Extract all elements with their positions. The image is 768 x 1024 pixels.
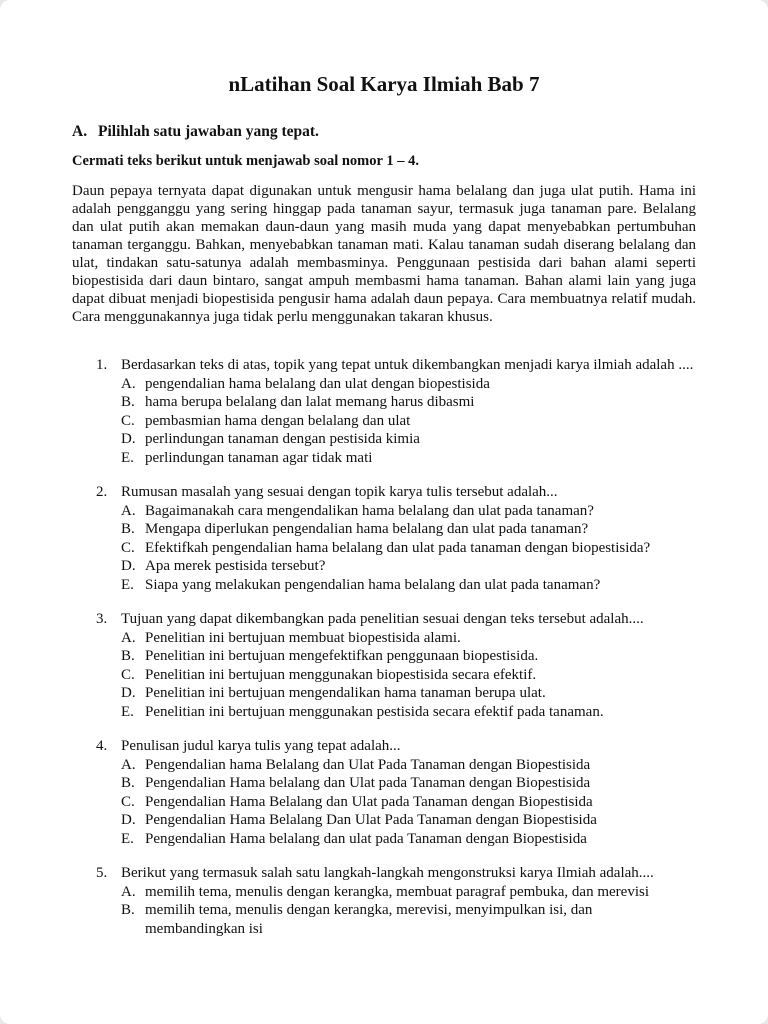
question-number: 4. [96, 738, 108, 755]
option-item [121, 901, 696, 938]
option-label: C. [121, 666, 135, 683]
options-list [121, 629, 696, 722]
option-item [121, 774, 696, 793]
option-item [121, 756, 696, 775]
option-text: Penelitian ini bertujuan mengefektifkan penggunaan biopestisida. [145, 648, 539, 665]
option-text: pembasmian hama dengan belalang dan ulat [145, 412, 411, 429]
page-title: nLatihan Soal Karya Ilmiah Bab 7 [228, 72, 540, 96]
question-text: Berikut yang termasuk salah satu langkah-langkah mengonstruksi karya Ilmiah adalah.... [121, 865, 654, 882]
option-text: memilih tema, menulis dengan kerangka, merevisi, menyimpulkan isi, dan membandingkan isi [145, 902, 593, 937]
option-item [121, 811, 696, 830]
option-label: E. [121, 830, 134, 847]
option-item [121, 449, 696, 468]
option-text: Siapa yang melakukan pengendalian hama belalang dan ulat pada tanaman? [145, 576, 601, 593]
option-text: Penelitian ini bertujuan menggunakan pestisida secara efektif pada tanaman. [145, 703, 604, 720]
option-text: pengendalian hama belalang dan ulat dengan biopestisida [145, 375, 490, 392]
option-text: hama berupa belalang dan lalat memang harus dibasmi [145, 394, 475, 411]
question-item-4 [96, 721, 696, 848]
option-label: B. [121, 648, 135, 665]
option-item [121, 883, 696, 902]
option-label: A. [121, 756, 136, 773]
option-text: Pengendalian Hama belalang dan Ulat pada Tanaman dengan Biopestisida [145, 775, 591, 792]
option-text: Penelitian ini bertujuan menggunakan biopestisida secara efektif. [145, 666, 537, 683]
option-item [121, 703, 696, 722]
option-item [121, 520, 696, 539]
option-item [121, 502, 696, 521]
option-label: E. [121, 576, 134, 593]
options-list [121, 502, 696, 595]
option-item [121, 430, 696, 449]
options-list [121, 883, 696, 939]
option-label: A. [121, 502, 136, 519]
option-label: C. [121, 539, 135, 556]
instruction-heading: Cermati teks berikut untuk menjawab soal nomor 1 – 4. [72, 153, 419, 170]
option-text: Mengapa diperlukan pengendalian hama belalang dan ulat pada tanaman? [145, 521, 589, 538]
option-text: perlindungan tanaman dengan pestisida kimia [145, 431, 420, 448]
question-item-2 [96, 467, 696, 594]
option-label: B. [121, 394, 135, 411]
option-item [121, 539, 696, 558]
question-text: Rumusan masalah yang sesuai dengan topik karya tulis tersebut adalah... [121, 484, 558, 501]
passage-paragraph: Daun pepaya ternyata dapat digunakan untuk mengusir hama belalang dan juga ulat putih. Hama ini adalah pengganggu yang sering hinggap pada tanaman sayur, termasuk juga tanaman pare. Belalang dan ulat putih akan memakan daun-daun yang masih muda yang dapat menyebabkan pertumbuhan tanaman terganggu. Bahkan, menyebabkan tanaman mati. Kalau tanaman sudah diserang belalang dan ulat, tindakan satu-satunya adalah membasminya. Penggunaan pestisida dari bahan alami seperti biopestisida dari daun bintaro, sangat ampuh membasmi hama tanaman. Bahan alami lain yang juga dapat dibuat menjadi biopestisida pengusir hama adalah daun pepaya. Cara membuatnya relatif mudah. Cara menggunakannya juga tidak perlu menggunakan takaran khusus. [72, 183, 696, 326]
option-text: Bagaimanakah cara mengendalikan hama belalang dan ulat pada tanaman? [145, 502, 594, 519]
option-item [121, 393, 696, 412]
question-item-1 [96, 340, 696, 467]
option-item [121, 666, 696, 685]
question-item-3 [96, 594, 696, 721]
option-text: Pengendalian hama Belalang dan Ulat Pada Tanaman dengan Biopestisida [145, 756, 591, 773]
option-label: C. [121, 412, 135, 429]
question-number: 3. [96, 611, 108, 628]
question-number: 5. [96, 865, 108, 882]
option-text: Pengendalian Hama belalang dan ulat pada Tanaman dengan Biopestisida [145, 830, 587, 847]
option-text: Pengendalian Hama Belalang Dan Ulat Pada Tanaman dengan Biopestisida [145, 812, 597, 829]
option-text: Penelitian ini bertujuan mengendalikan hama tanaman berupa ulat. [145, 685, 546, 702]
question-text: Tujuan yang dapat dikembangkan pada penelitian sesuai dengan teks tersebut adalah.... [121, 611, 644, 628]
option-item [121, 375, 696, 394]
section-heading [72, 123, 696, 141]
option-item [121, 647, 696, 666]
option-item [121, 830, 696, 849]
option-text: perlindungan tanaman agar tidak mati [145, 449, 373, 466]
option-label: D. [121, 558, 136, 575]
option-text: Penelitian ini bertujuan membuat biopestisida alami. [145, 629, 461, 646]
question-text: Penulisan judul karya tulis yang tepat adalah... [121, 738, 401, 755]
option-label: A. [121, 883, 136, 900]
option-label: E. [121, 703, 134, 720]
question-item-5 [96, 848, 696, 938]
option-item [121, 684, 696, 703]
option-item [121, 576, 696, 595]
option-label: B. [121, 521, 135, 538]
question-number: 2. [96, 484, 108, 501]
option-label: D. [121, 685, 136, 702]
option-item [121, 412, 696, 431]
option-item [121, 629, 696, 648]
option-item [121, 557, 696, 576]
option-label: B. [121, 902, 135, 919]
option-text: Pengendalian Hama Belalang dan Ulat pada Tanaman dengan Biopestisida [145, 793, 593, 810]
options-list [121, 756, 696, 849]
option-label: A. [121, 629, 136, 646]
option-text: memilih tema, menulis dengan kerangka, membuat paragraf pembuka, dan merevisi [145, 883, 649, 900]
option-text: Apa merek pestisida tersebut? [145, 558, 326, 575]
option-item [121, 793, 696, 812]
option-label: D. [121, 812, 136, 829]
question-number: 1. [96, 357, 108, 374]
option-label: C. [121, 793, 135, 810]
options-list [121, 375, 696, 468]
option-label: D. [121, 431, 136, 448]
option-label: E. [121, 449, 134, 466]
section-heading-text: Pilihlah satu jawaban yang tepat. [98, 123, 319, 141]
option-text: Efektifkah pengendalian hama belalang dan ulat pada tanaman dengan biopestisida? [145, 539, 651, 556]
option-label: B. [121, 775, 135, 792]
option-label: A. [121, 375, 136, 392]
section-label: A. [72, 123, 88, 141]
question-text: Berdasarkan teks di atas, topik yang tepat untuk dikembangkan menjadi karya ilmiah adalah .... [121, 357, 694, 374]
